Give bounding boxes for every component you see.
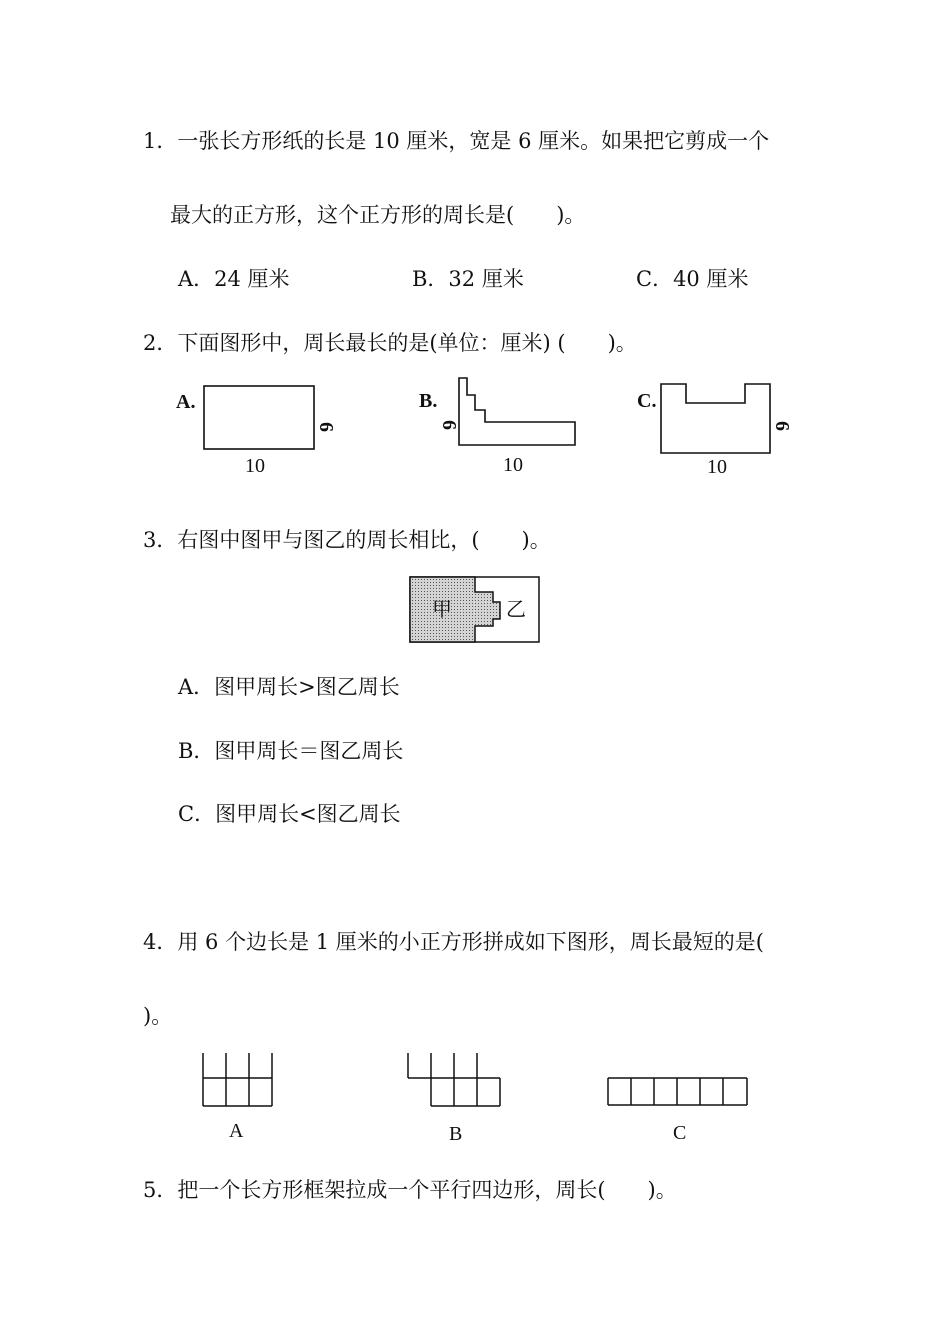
q4-figure-a-grid — [203, 1053, 272, 1106]
q2-figure-c — [634, 375, 814, 485]
q4-label-c: C — [673, 1122, 687, 1144]
q2-figure-c-width: 10 — [707, 456, 727, 478]
q4-figure-b-grid — [408, 1053, 500, 1106]
q3-option-c: C．图甲周长<图乙周长 — [178, 802, 401, 826]
q1-line2: 最大的正方形，这个正方形的周长是( )。 — [170, 203, 586, 227]
q4-figure-a — [195, 1048, 285, 1148]
q4-figure-c-grid — [608, 1078, 747, 1105]
q3-text: 3．右图中图甲与图乙的周长相比，( )。 — [143, 528, 551, 552]
q2-figure-c-notched-shape — [661, 384, 770, 453]
q4-line2: )。 — [143, 1004, 173, 1028]
q1-option-b: B．32 厘米 — [412, 267, 524, 291]
q2-figure-b-label: B. — [419, 390, 438, 412]
q2-figure-b-stair-shape — [459, 378, 575, 445]
q4-figure-b — [400, 1048, 510, 1148]
q5-text: 5．把一个长方形框架拉成一个平行四边形，周长( )。 — [143, 1178, 677, 1202]
q2-figure-a-rectangle — [204, 386, 314, 449]
q3-option-b: B．图甲周长＝图乙周长 — [178, 739, 404, 763]
q4-line1: 4．用 6 个边长是 1 厘米的小正方形拼成如下图形，周长最短的是( — [143, 930, 764, 954]
q2-figure-b-width: 10 — [503, 454, 523, 476]
q3-figure — [405, 572, 545, 648]
q3-option-a: A．图甲周长>图乙周长 — [178, 675, 400, 699]
q3-label-yi: 乙 — [506, 599, 526, 621]
q2-figure-c-label: C. — [637, 390, 657, 412]
q1-option-a: A．24 厘米 — [178, 267, 290, 291]
q2-text: 2．下面图形中，周长最长的是(单位：厘米) ( )。 — [143, 331, 637, 355]
q2-figure-b-height: 6 — [438, 420, 460, 430]
q4-label-a: A — [229, 1120, 244, 1142]
q2-figure-b — [415, 375, 595, 485]
q4-label-b: B — [449, 1123, 463, 1145]
q2-figure-a-width: 10 — [245, 455, 265, 477]
q2-figure-a-height: 6 — [315, 422, 337, 432]
q4-figure-c — [600, 1070, 755, 1148]
q2-figure-a-label: A. — [176, 391, 196, 413]
q3-label-jia: 甲 — [432, 599, 452, 621]
q1-option-c: C．40 厘米 — [636, 267, 749, 291]
q2-figure-a — [170, 375, 350, 485]
q2-figure-c-height: 6 — [771, 421, 793, 431]
q1-line1: 1．一张长方形纸的长是 10 厘米，宽是 6 厘米。如果把它剪成一个 — [143, 129, 770, 153]
